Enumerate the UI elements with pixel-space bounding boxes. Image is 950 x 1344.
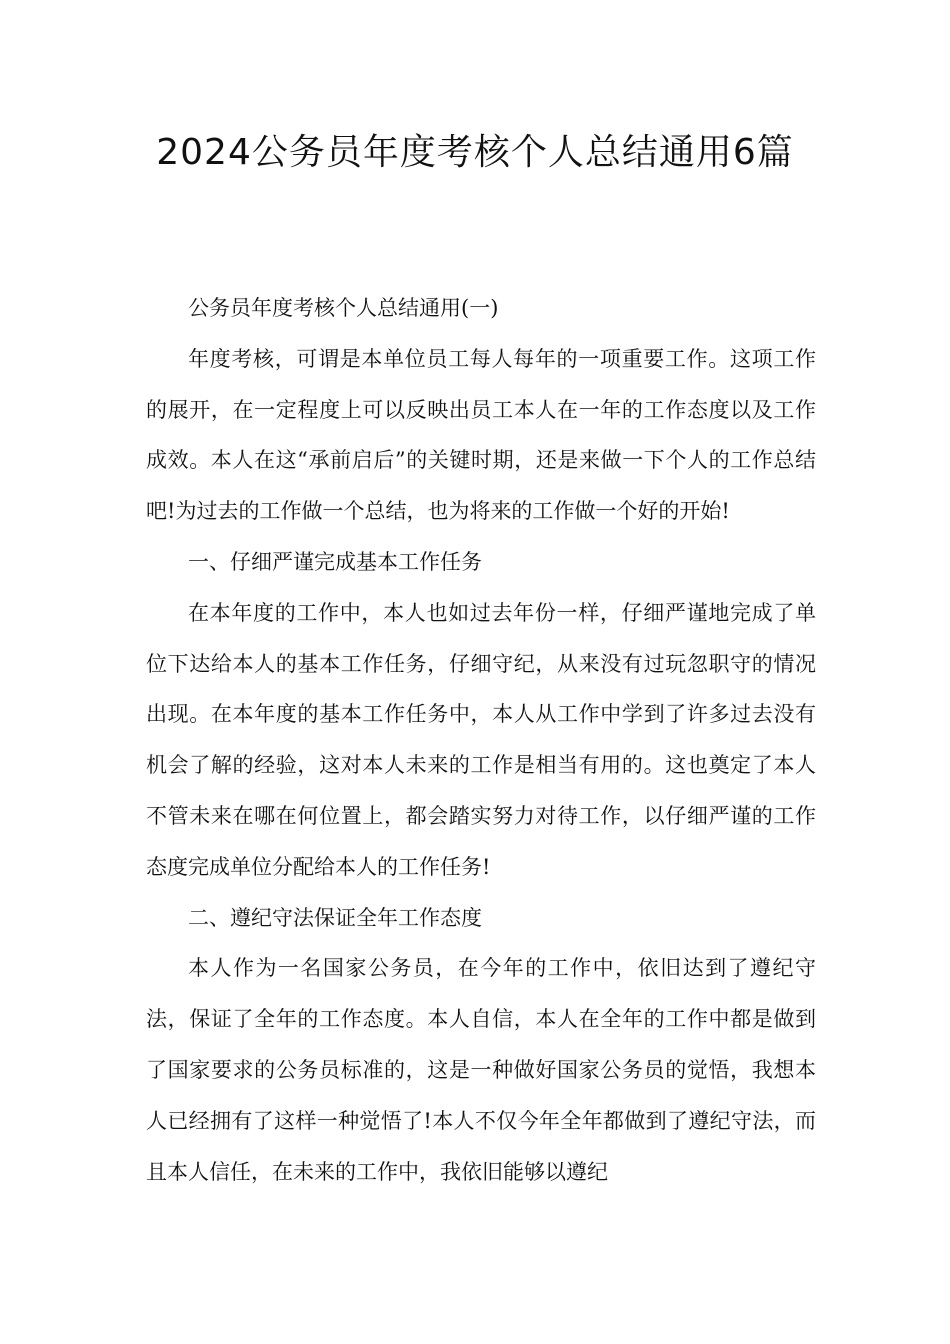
body-paragraph: 年度考核，可谓是本单位员工每人每年的一项重要工作。这项工作的展开，在一定程度上可以反映出员工本人在一年的工作态度以及工作成效。本人在这“承前启后”的关键时期，还是来做一下个人的工作总结吧!为过去的工作做一个总结，也为将来的工作做一个好的开始! — [146, 346, 816, 524]
document-body — [146, 283, 816, 1197]
body-paragraph: 在本年度的工作中，本人也如过去年份一样，仔细严谨地完成了单位下达给本人的基本工作任务，仔细守纪，从来没有过玩忽职守的情况出现。在本年度的基本工作任务中，本人从工作中学到了许多过去没有机会了解的经验，这对本人未来的工作是相当有用的。这也奠定了本人不管未来在哪在何位置上，都会踏实努力对待工作，以仔细严谨的工作态度完成单位分配给本人的工作任务! — [146, 600, 816, 879]
section-heading: 公务员年度考核个人总结通用(一) — [188, 296, 499, 320]
document-title: 2024公务员年度考核个人总结通用6篇 — [156, 132, 794, 173]
body-paragraph: 本人作为一名国家公务员，在今年的工作中，依旧达到了遵纪守法，保证了全年的工作态度。本人自信，本人在全年的工作中都是做到了国家要求的公务员标准的，这是一种做好国家公务员的觉悟，我想本人已经拥有了这样一种觉悟了!本人不仅今年全年都做到了遵纪守法，而且本人信任，在未来的工作中，我依旧能够以遵纪 — [146, 956, 816, 1184]
section-heading: 一、仔细严谨完成基本工作任务 — [188, 549, 482, 574]
section-heading: 二、遵纪守法保证全年工作态度 — [188, 905, 482, 930]
